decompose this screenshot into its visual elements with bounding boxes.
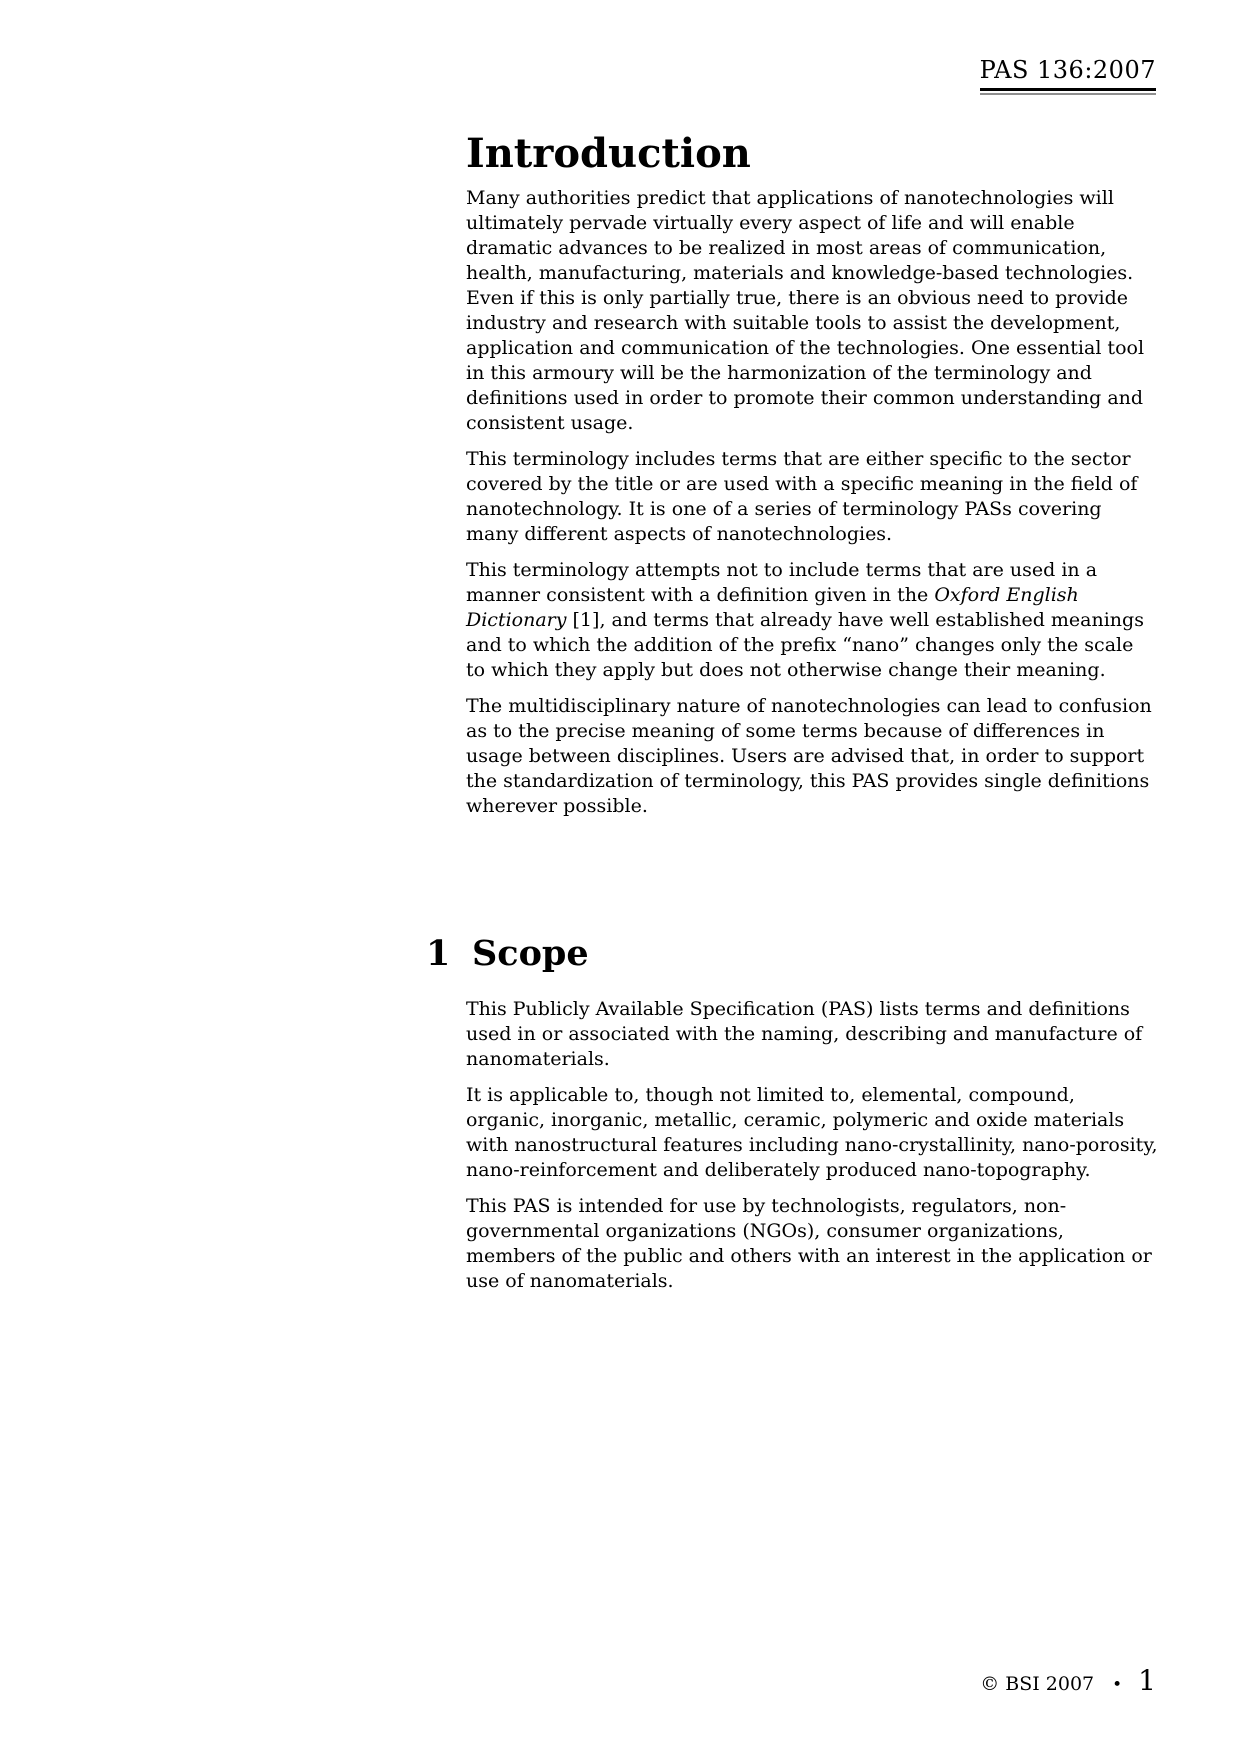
page-header <box>980 56 1156 95</box>
intro-paragraph-4: The multidisciplinary nature of nanotechnologies can lead to confusion as to the precise meaning of some terms because of differences in usage between disciplines. Users are advised that, in order to support the standardization of terminology, this PAS provides single definitions wherever possible. <box>466 695 1152 817</box>
copyright-text: © BSI 2007 <box>980 1673 1095 1695</box>
scope-section-number: 1 <box>426 933 451 974</box>
scope-section-heading <box>426 933 1158 975</box>
scope-paragraph-3: This PAS is intended for use by technologists, regulators, non-governmental organizations (NGOs), consumer organizations, members of the public and others with an interest in the application or use of nanomaterials. <box>466 1195 1152 1292</box>
intro-paragraph-3-text-after: [1], and terms that already have well established meanings and to which the addition of the prefix “nano” changes only the scale to which they apply but does not otherwise change their meaning. <box>466 609 1144 681</box>
doc-reference-text: PAS 136:2007 <box>979 56 1156 84</box>
footer-separator-bullet: • <box>1112 1675 1123 1695</box>
scope-paragraph-1: This Publicly Available Specification (PAS) lists terms and definitions used in or associated with the naming, describing and manufacture of nanomaterials. <box>466 998 1143 1070</box>
header-double-rule <box>980 88 1156 95</box>
page-footer <box>980 1664 1156 1697</box>
introduction-heading: Introduction <box>466 130 751 177</box>
intro-paragraph-1: Many authorities predict that applications of nanotechnologies will ultimately pervade virtually every aspect of life and will enable dramatic advances to be realized in most areas of communication, health, manufacturing, materials and knowledge-based technologies. Even if this is only partially true, there is an obvious need to provide industry and research with suitable tools to assist the development, application and communication of the technologies. One essential tool in this armoury will be the harmonization of the terminology and definitions used in order to promote their common understanding and consistent usage. <box>466 187 1145 434</box>
doc-reference <box>980 56 1156 95</box>
intro-paragraph-2: This terminology includes terms that are either specific to the sector covered by the title or are used with a specific meaning in the field of nanotechnology. It is one of a series of terminology PASs covering many different aspects of nanotechnologies. <box>466 448 1138 545</box>
page-content <box>426 130 1158 1305</box>
scope-section-title: Scope <box>472 933 589 974</box>
page-number: 1 <box>1138 1664 1156 1697</box>
scope-paragraph-2: It is applicable to, though not limited to, elemental, compound, organic, inorganic, metallic, ceramic, polymeric and oxide materials with nanostructural features including nano-crystallinity, nano-porosity, nano-reinforcement and deliberately produced nano-topography. <box>466 1084 1158 1181</box>
intro-paragraph-3-text-before: This terminology attempts not to include terms that are used in a manner consistent with a definition given in the <box>466 559 1098 606</box>
oxford-english-dictionary-italic: Oxford English Dictionary <box>466 584 1079 631</box>
intro-paragraph-3 <box>466 558 1158 683</box>
